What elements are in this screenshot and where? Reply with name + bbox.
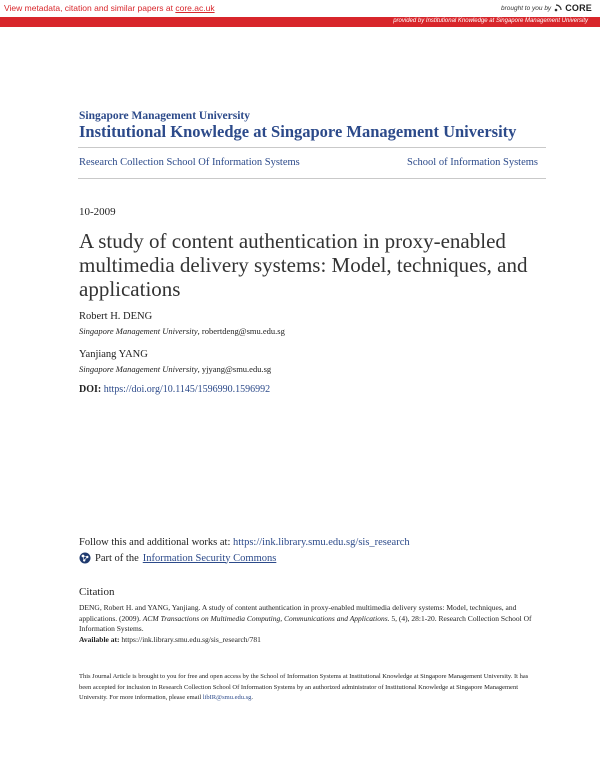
network-icon [79,552,91,564]
citation-body [79,603,539,645]
paper-title: A study of content authentication in proxy-enabled multimedia delivery systems: Model, techniques, and applications [79,229,528,301]
author-affiliation-1 [79,326,285,336]
follow-line [79,537,410,548]
collection-link-left[interactable]: Research Collection School Of Information Systems [79,157,300,168]
affiliation-2-email: , yjyang@smu.edu.sg [197,364,272,374]
core-logo-word: CORE [565,3,592,13]
affiliation-1-email: , robertdeng@smu.edu.sg [197,326,285,336]
header-divider-top [78,147,546,148]
follow-link[interactable]: https://ink.library.smu.edu.sg/sis_research [233,537,410,548]
core-logo-icon [554,4,562,12]
citation-text-b: . 5, (4), 28:1-20. Research Collection School Of Information Systems. [79,613,532,633]
core-link-prefix: View metadata, citation and similar papers at [4,3,176,13]
core-brand [501,3,592,13]
publication-date: 10-2009 [79,206,116,218]
core-banner [0,0,600,17]
commons-link[interactable]: Information Security Commons [142,552,277,564]
affiliation-1-university: Singapore Management University [79,326,198,336]
author-name-2: Yanjiang YANG [79,349,148,360]
core-link-site[interactable]: core.ac.uk [175,3,215,13]
affiliation-2-university: Singapore Management University [79,364,198,374]
part-of-line [79,552,276,564]
author-affiliation-2 [79,364,271,374]
brought-by-text: brought to you by [500,4,552,12]
author-name-1: Robert H. DENG [79,311,153,322]
contact-email-link[interactable]: libIR@smu.edu.sg [202,694,252,701]
available-url[interactable]: https://ink.library.smu.edu.sg/sis_research/781 [119,634,261,644]
core-metadata-link[interactable] [4,3,215,13]
citation-journal: ACM Transactions on Multimedia Computing, Communications and Applications [142,613,388,623]
doi-link[interactable]: https://doi.org/10.1145/1596990.1596992 [103,384,271,395]
available-label: Available at: [79,634,120,644]
provided-by-text: provided by Institutional Knowledge at Singapore Management University [393,18,588,24]
access-statement-text: This Journal Article is brought to you for free and open access by the School of Information Systems at Institutional Knowledge at Singapore Management University. It has been accepted for inclusion in Research Collection School Of Information Systems by an authorized administrator of Institutional Knowledge at Singapore Management University. For more information, please email [79,673,529,701]
access-statement [79,672,541,704]
citation-text-a: DENG, Robert H. and YANG, Yanjiang. A study of content authentication in proxy-enabled multimedia delivery systems: Model, techniques, and applications. (2009). [79,603,517,623]
doi-label: DOI: [79,384,102,395]
part-of-text: Part of the [95,552,139,564]
doi-line [79,384,270,395]
header-divider-bottom [78,178,546,179]
follow-text: Follow this and additional works at: [79,537,233,548]
repository-name[interactable]: Institutional Knowledge at Singapore Management University [79,122,517,141]
collection-link-right[interactable]: School of Information Systems [407,157,538,168]
citation-heading: Citation [79,586,115,598]
access-statement-end: . [251,694,254,701]
university-name[interactable]: Singapore Management University [79,110,251,122]
core-provided-bar [0,17,600,27]
